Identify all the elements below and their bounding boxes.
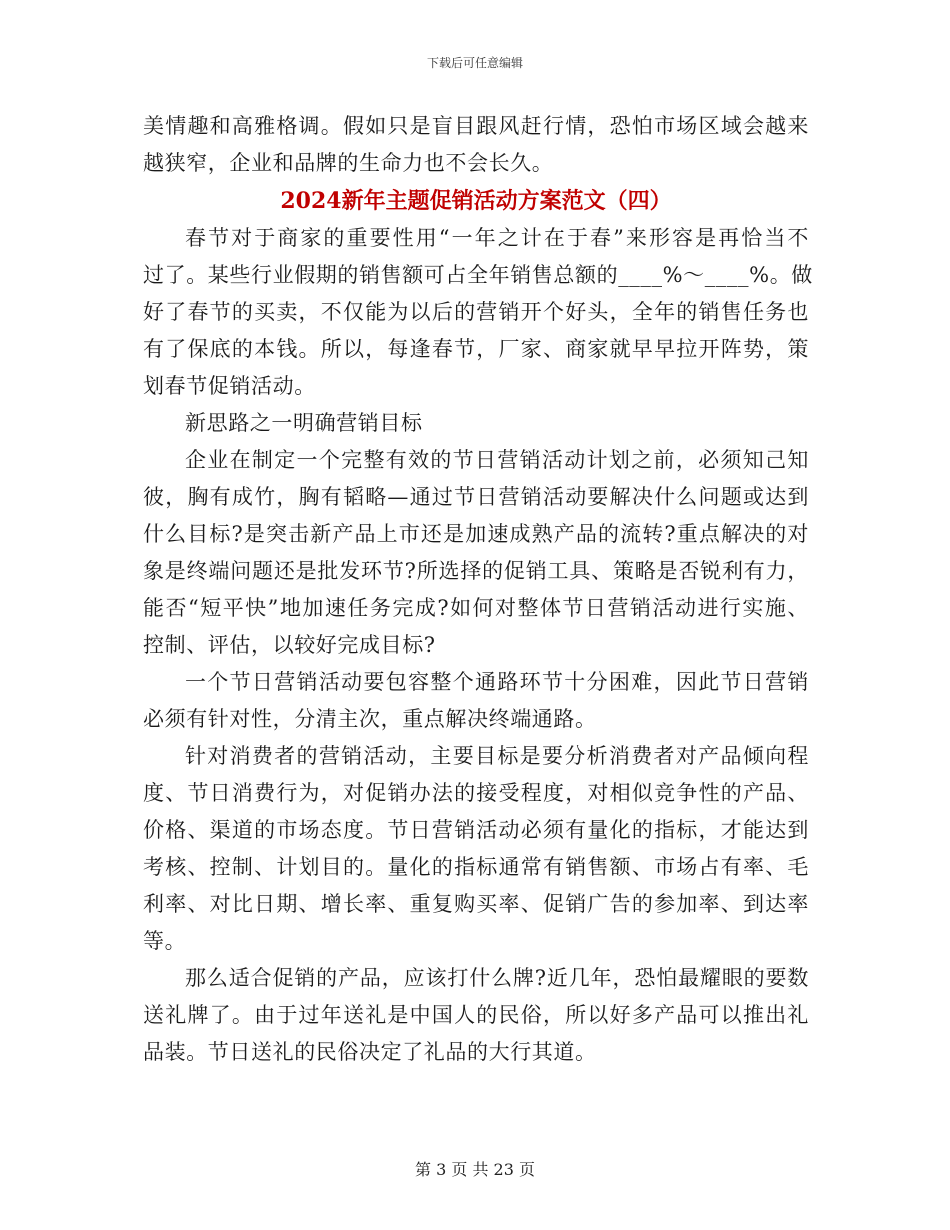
para4-line-6: 等。 bbox=[143, 929, 187, 953]
para4-line-4: 考核、控制、计划目的。量化的指标通常有销售额、市场占有率、毛 bbox=[143, 855, 809, 879]
para4-line-5: 利率、对比日期、增长率、重复购买率、促销广告的参加率、到达率 bbox=[143, 892, 809, 916]
para1-line-1: 春节对于商家的重要性用“一年之计在于春”来形容是再恰当不 bbox=[185, 226, 809, 250]
document-body bbox=[143, 108, 813, 1071]
para1-line-4: 有了保底的本钱。所以，每逢春节，厂家、商家就早早拉开阵势，策 bbox=[143, 337, 809, 361]
para4-line-1: 针对消费者的营销活动，主要目标是要分析消费者对产品倾向程 bbox=[185, 744, 809, 768]
para1-line-2: 过了。某些行业假期的销售额可占全年销售总额的____%～____%。做 bbox=[143, 263, 813, 287]
page-number: 第 3 页 共 23 页 bbox=[415, 1160, 535, 1179]
para2-line-4: 象是终端问题还是批发环节?所选择的促销工具、策略是否锐利有力， bbox=[143, 559, 809, 583]
para2-line-3: 什么目标?是突击新产品上市还是加速成熟产品的流转?重点解决的对 bbox=[143, 522, 809, 546]
para5-line-1: 那么适合促销的产品，应该打什么牌?近几年，恐怕最耀眼的要数 bbox=[185, 966, 809, 990]
intro-line-1: 美情趣和高雅格调。假如只是盲目跟风赶行情，恐怕市场区域会越来 bbox=[143, 114, 809, 138]
para2-line-2: 彼，胸有成竹，胸有韬略—通过节日营销活动要解决什么问题或达到 bbox=[143, 485, 809, 509]
para5-line-3: 品装。节日送礼的民俗决定了礼品的大行其道。 bbox=[143, 1040, 597, 1064]
para1-line-5: 划春节促销活动。 bbox=[143, 374, 316, 398]
para3-line-2: 必须有针对性，分清主次，重点解决终端通路。 bbox=[143, 707, 597, 731]
para4-line-3: 价格、渠道的市场态度。节日营销活动必须有量化的指标，才能达到 bbox=[143, 818, 809, 842]
subheading: 新思路之一明确营销目标 bbox=[185, 411, 423, 435]
para2-line-5: 能否“短平快”地加速任务完成?如何对整体节日营销活动进行实施、 bbox=[143, 596, 809, 620]
para2-line-6: 控制、评估，以较好完成目标? bbox=[143, 633, 436, 657]
page-header: 下载后可任意编辑 bbox=[426, 56, 523, 70]
para2-line-1: 企业在制定一个完整有效的节日营销活动计划之前，必须知己知 bbox=[185, 448, 809, 472]
para3-line-1: 一个节日营销活动要包容整个通路环节十分困难，因此节日营销 bbox=[185, 670, 809, 694]
section-title: 2024新年主题促销活动方案范文（四） bbox=[280, 188, 672, 214]
para4-line-2: 度、节日消费行为，对促销办法的接受程度，对相似竞争性的产品、 bbox=[143, 781, 809, 805]
para1-line-3: 好了春节的买卖，不仅能为以后的营销开个好头，全年的销售任务也 bbox=[143, 300, 809, 324]
para5-line-2: 送礼牌了。由于过年送礼是中国人的民俗，所以好多产品可以推出礼 bbox=[143, 1003, 809, 1027]
intro-line-2: 越狭窄，企业和品牌的生命力也不会长久。 bbox=[143, 151, 554, 175]
